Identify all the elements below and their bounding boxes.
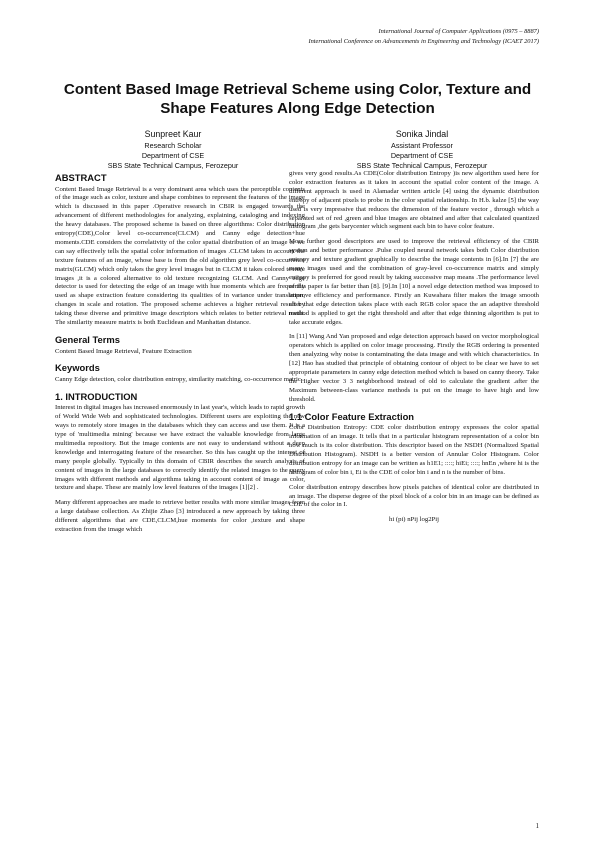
body-paragraph-2: More further good descriptors are used to improve the retrieval efficiency of the CBIR system and better performance .Pulse coupled neural network takes both Color distribution entropy and texture gradient graphically to describe the image contents in [6].In [7] the are many images used and the combination of gray-level co-occurrence matrix and simply entropy is preferred for good result by taking successive map means .The performance level of this paper is far better than [8]. [9].In [10] a novel edge detection method was imposed to improve efficiency and performance. Firstly an Kuwahara filter makes the image smooth after that edge detection takes place with each RGB color space the an adaptive threshold method is applied to get the right threshold and after that edge thinning algorithm is put to take accurate edges. bbox=[289, 238, 539, 326]
author-role: Research Scholar bbox=[144, 141, 202, 150]
left-column bbox=[55, 170, 305, 541]
abstract-heading: ABSTRACT bbox=[55, 172, 107, 183]
page-number: 1 bbox=[535, 823, 539, 830]
abstract-text: Content Based Image Retrieval is a very dominant area which uses the perceptible contents of the image such as color, texture and shape combines to represent the features of the image which is discussed in this paper .Operative research in CBIR is engaged towards the advancement of different methodologies for analyzing, explaining, cataloging and indexing the heavy databases. The proposed scheme is based on three algorithms: Color distribution entropy(CDE),Color level co-occurrence(CLCM) and Canny edge detection+hue moments.CDE considers the correlativity of the color spatial distribution of an image or we can say effectively tells the spatial color information of images .CLCM takes in account the texture features of an image, whose base is from the old algorithm grey level co-occurrence matrix(GLCM) which only takes the grey level images but in CLCM it takes colored texture images ,it is a colored alternative to old texture recognizing GLCM. And Canny edge detector is used for detecting the edge of an image with hue moments which are frequently used as shape extraction feature considering its qualities of in variance under translation, changes in scale and rotation. The proposed scheme achieves a higher retrieval result by taking these diverse and primitive image descriptors which relates to better retrieval result. The similarity measure matrix is both Euclidean and Manhattan distance. bbox=[55, 185, 305, 327]
general-terms-text: Content Based Image Retrieval, Feature Extraction bbox=[55, 347, 192, 355]
author-role: Assistant Professor bbox=[391, 141, 453, 150]
cde-formula: hi (pi) nPij log2Pij bbox=[389, 516, 439, 524]
intro-paragraph-1: Interest in digital images has increased enormously in last year's, which leads to rapid growth of World Wide Web and sophisticated technologies. Different users are exploiting the new ways to remotely store images in the databases which they can access and use them. It is a type of 'multimedia mining' because we have extract the valuable knowledge from large multimedia repository. But the image contents are not easy to understand without a deep knowledge and interrogating feature of the researcher. So this has caught up the interest of many people globally. Typically in this domain of CBIR describes the search analysis of content of images in the large databases to correctly identify the related images to the query images with different methods and algorithms taking in account content of image as color, texture and shape. These are mainly low level features of the images [1][2] . bbox=[55, 404, 305, 492]
body-paragraph-4: Color Distribution Entropy: CDE color distribution entropy expresses the color spatial information of an image. It tells that in a particular histogram representation of a color bin how much is its color distribution. This descriptor based on the NSDH (Normalized Spatial Distribution Histogram). NSDH is a better version of Annular Color Histogram. Color distribution entropy for an image can be written as h1E1; ::::; hiEi; ::::; hnEn ,where hi is the histogram of color bin i, Ei is the CDE of color bin i and n is the number of bins. bbox=[289, 424, 539, 476]
body-paragraph-1: gives very good results.As CDE(Color distribution Entropy )is new algorithm used here for color extraction features as it takes in account the spatial color content of the image. A different approach is used in Alamadar written article [4] using the dynamic distribution entropy of adjacent pixels to probe in the color spatial relationship. In H.b. kalze [5] the way used is very impressive that reduces the dimension of the feature vector , through which a separated set of red ,green and blue images are obtained and after that calculated quantized histogram ,the gets barycenter which segment each bin to have color feature. bbox=[289, 170, 539, 231]
author-dept: Department of CSE bbox=[141, 151, 205, 161]
introduction-heading: 1. INTRODUCTION bbox=[55, 390, 138, 402]
keywords-text: Canny Edge detection, color distribution entropy, similarity matching, co-occurrence matric bbox=[55, 375, 301, 383]
author-inst: SBS State Technical Campus, Ferozepur bbox=[356, 161, 488, 171]
author-block-2 bbox=[297, 128, 547, 172]
intro-paragraph-2: Many different approaches are made to retrieve better results with more similar images from a large database collection. As Zhijie Zhao [3] introduced a new approach by taking three different algorithms that are CDE,CLCM,hue moments for color ,texture and shape extraction from the image which bbox=[55, 499, 305, 534]
color-feature-heading: 1.1 Color Feature Extraction bbox=[289, 410, 415, 422]
body-paragraph-3: In [11] Wang And Yan proposed and edge detection approach based on vector morphological operators which is applied on color image processing. Firstly the RGB ordering is presented then analyzing why noise is contaminating the data image and with which characteristics. In [12] Hao has studied that principle of obtaining contour of object to be clear we have to set appropriate parameters in canny edge detection method which is based on canny theory. Take the Higher vector 3 3 neighborhood instead of old to calculate the gradient .after the Maximum between-class variance methods is put on the image to have high and low threshold. bbox=[289, 333, 539, 403]
author-dept: Department of CSE bbox=[390, 151, 454, 161]
author-name: Sunpreet Kaur bbox=[144, 129, 202, 139]
author-block-1 bbox=[48, 128, 298, 172]
paper-title: Content Based Image Retrieval Scheme using Color, Texture and Shape Features Along Edge Detection bbox=[63, 81, 532, 117]
body-paragraph-5: Color distribution entropy describes how pixels patches of identical color are distributed in an image. The disperse degree of the pixel block of a color bin in an image can be defined as CDE of the color in I. bbox=[289, 483, 539, 509]
author-inst: SBS State Technical Campus, Ferozepur bbox=[107, 161, 239, 171]
journal-header: International Journal of Computer Applications (0975 – 8887) bbox=[378, 28, 539, 35]
conference-header: International Conference on Advancements in Engineering and Technology (ICAET 2017) bbox=[308, 38, 539, 45]
keywords-heading: Keywords bbox=[55, 362, 100, 374]
author-name: Sonika Jindal bbox=[395, 129, 449, 139]
general-terms-heading: General Terms bbox=[55, 334, 120, 345]
right-column bbox=[289, 170, 539, 523]
